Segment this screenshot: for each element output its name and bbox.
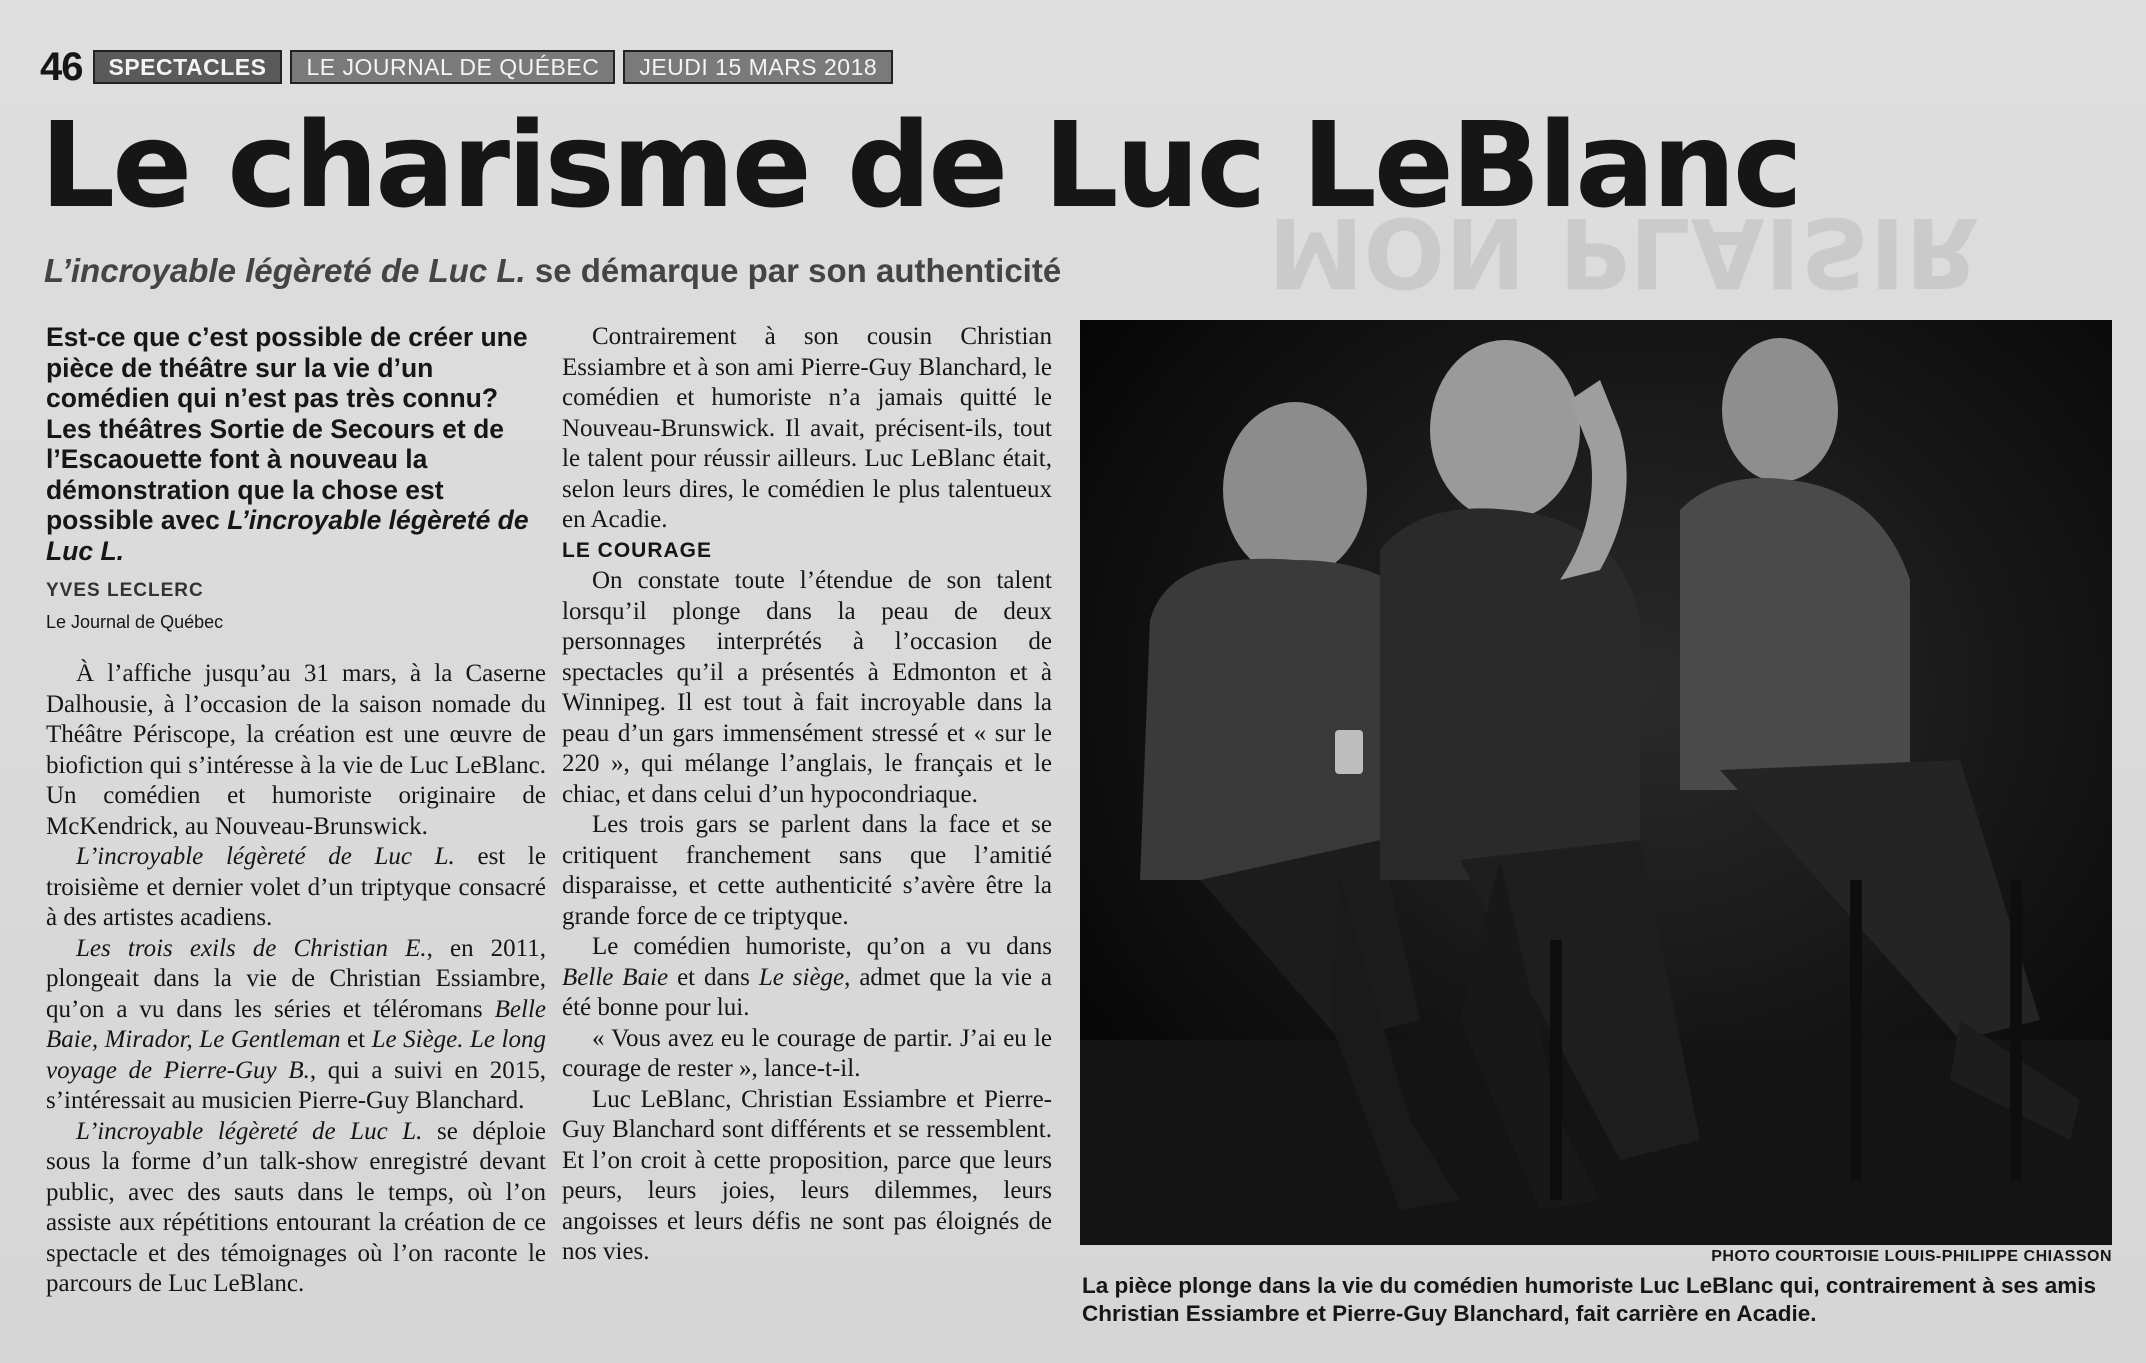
section-label: SPECTACLES <box>93 50 283 84</box>
italic-title: Belle Baie <box>562 963 669 991</box>
paragraph: On constate toute l’étendue de son talent lorsqu’il plonge dans la peau de deux personnages interprétés à l’occasion de spectacles qu’il a présentés à Edmonton et à Winnipeg. Il est tout à fait incroyable dans la peau d’un gars immensément stressé et « sur le 220 », qui mélange l’anglais, le français et le chiac, et dans celui d’un hypocondriaque. <box>562 567 1052 808</box>
paragraph <box>562 932 1052 1024</box>
italic-title: Le siège <box>758 963 845 991</box>
paragraph <box>46 1117 546 1300</box>
article-photo <box>1080 320 2112 1245</box>
italic-title: Le Siège. Le long voyage de Pierre-Guy B. <box>46 1026 546 1084</box>
italic-title: L’incroyable légèreté de Luc L. <box>76 1117 423 1145</box>
paragraph-text: , admet que la vie a été bonne pour lui. <box>562 963 1052 1021</box>
paragraph: À l’affiche jusqu’au 31 mars, à la Caserne Dalhousie, à l’occasion de la saison nomade du Théâtre Périscope, la création est une œuvre de biofiction qui s’intéresse à la vie de Luc LeBlanc. Un comédien et humoriste originaire de McKendrick, au Nouveau-Brunswick. <box>46 660 546 840</box>
paragraph <box>46 934 546 1117</box>
paragraph-text: Le comédien humoriste, qu’on a vu dans <box>592 933 1052 960</box>
lead-text: Est-ce que c’est possible de créer une pièce de théâtre sur la vie d’un comédien qui n’est pas très connu? Les théâtres Sortie de Secours et de l’Escaouette font à nouveau la démonstration que la chose est possible avec <box>46 322 528 535</box>
publication-date: JEUDI 15 MARS 2018 <box>623 50 893 84</box>
italic-title: L’incroyable légèreté de Luc L. <box>76 843 455 870</box>
publication-name: LE JOURNAL DE QUÉBEC <box>290 50 615 84</box>
subtitle <box>44 252 1061 290</box>
subtitle-italic: L’incroyable légèreté de Luc L. <box>44 252 526 289</box>
paragraph: Contrairement à son cousin Christian Essiambre et à son ami Pierre-Guy Blanchard, le comédien et humoriste n’a jamais quitté le Nouveau-Brunswick. Il avait, précisent-ils, tout le talent pour réussir ailleurs. Luc LeBlanc était, selon leurs dires, le comédien le plus talentueux en Acadie. <box>562 323 1052 533</box>
paragraph-text: se déploie sous la forme d’un talk-show enregistré devant public, avec des sauts dans le temps, où l’on assiste aux répétitions entourant la création de ce spectacle et des témoignages où l’on raconte le parcours de Luc LeBlanc. <box>46 1117 546 1297</box>
subtitle-rest: se démarque par son authenticité <box>525 252 1062 289</box>
paragraph <box>46 842 546 934</box>
paragraph-text: et <box>340 1026 372 1053</box>
italic-title: Belle Baie, Mirador, Le Gentleman <box>46 995 546 1053</box>
article-column-2 <box>562 322 1052 1268</box>
photo-three-actors-laughing <box>1080 320 2112 1245</box>
lead-paragraph <box>46 322 546 566</box>
photo-credit: PHOTO COURTOISIE LOUIS-PHILIPPE CHIASSON <box>1711 1248 2112 1265</box>
byline-author: YVES LECLERC <box>46 580 204 601</box>
paragraph: Les trois gars se parlent dans la face et se critiquent franchement sans que l’amitié disparaisse, et cette authenticité s’avère être la grande force de ce triptyque. <box>562 811 1052 930</box>
photo-caption: La pièce plonge dans la vie du comédien humoriste Luc LeBlanc qui, contrairement à ses amis Christian Essiambre et Pierre-Guy Blanchard, fait carrière en Acadie. <box>1082 1273 2097 1326</box>
paragraph: Luc LeBlanc, Christian Essiambre et Pierre-Guy Blanchard sont différents et se ressemblent. Et l’on croit à cette proposition, parce que leurs peurs, leurs joies, leurs dilemmes, leurs angoisses et leurs défis ne sont pas éloignés de nos vies. <box>562 1085 1052 1265</box>
byline-organization: Le Journal de Québec <box>46 611 224 632</box>
lead-italic: L’incroyable légèreté de Luc L. <box>46 505 529 566</box>
paragraph-text: , en 2011, plongeait dans la vie de Christian Essiambre, qu’on a vu dans les séries et téléromans <box>46 934 546 1023</box>
bleed-through-text: MON PLAISIR <box>1268 196 1980 308</box>
paragraph: « Vous avez eu le courage de partir. J’ai eu le courage de rester », lance-t-il. <box>562 1024 1052 1082</box>
page-number: 46 <box>40 44 83 89</box>
headline: Le charisme de Luc LeBlanc <box>40 96 1800 234</box>
paragraph-text: et dans <box>668 963 759 991</box>
section-heading: LE COURAGE <box>562 538 713 562</box>
article-column-1 <box>46 322 546 1300</box>
paragraph-text: , qui a suivi en 2015, s’intéressait au musicien Pierre-Guy Blanchard. <box>46 1056 546 1114</box>
page-header <box>40 44 901 89</box>
italic-title: Les trois exils de Christian E. <box>76 934 427 962</box>
paragraph-text: est le troisième et dernier volet d’un triptyque consacré à des artistes acadiens. <box>46 843 546 931</box>
